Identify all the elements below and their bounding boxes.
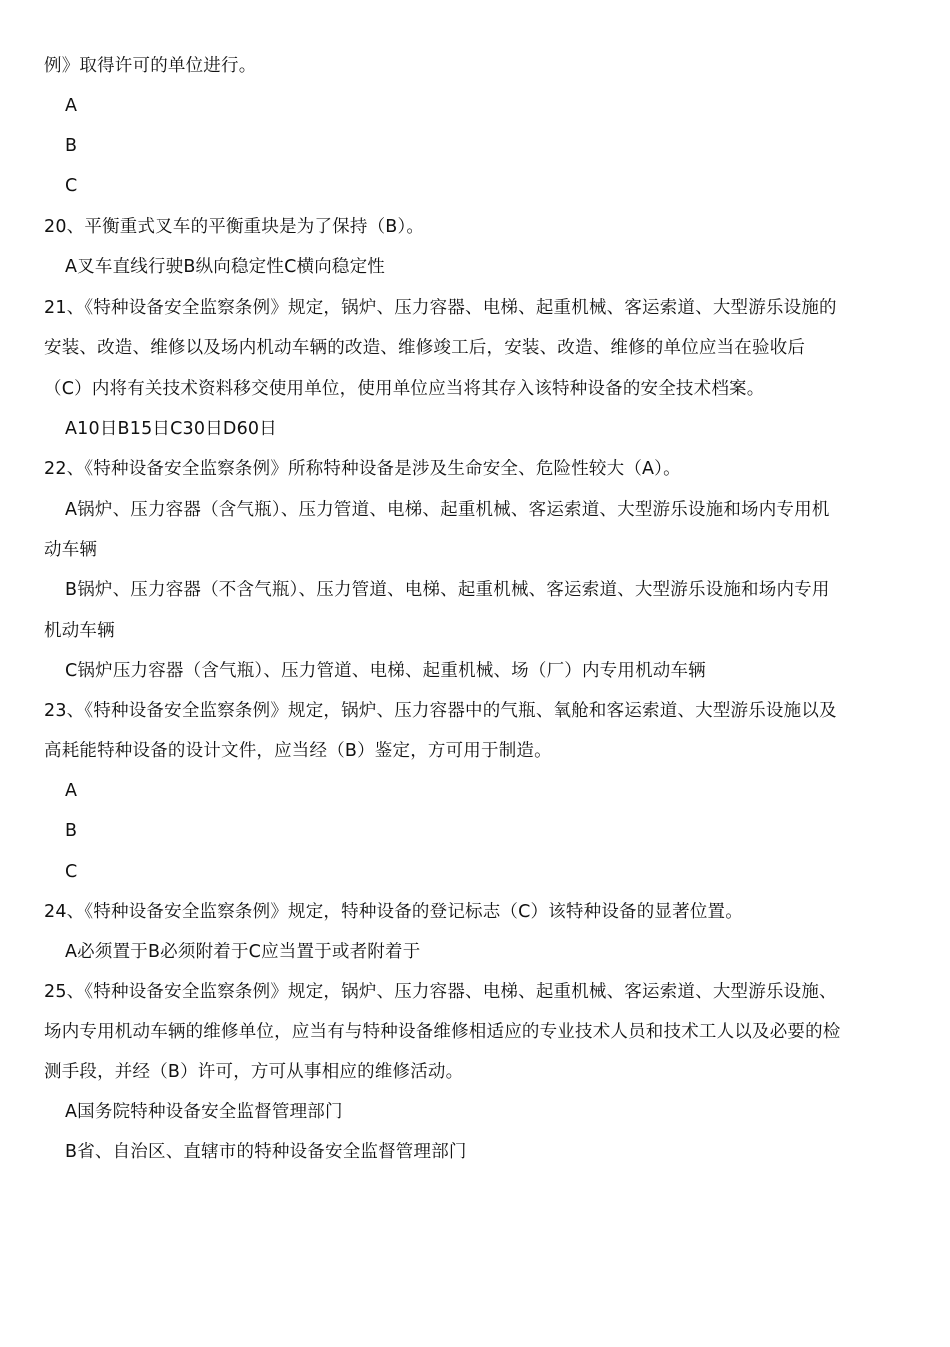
question-line: 20、平衡重式叉车的平衡重块是为了保持（B）。 — [44, 217, 425, 237]
option-line: A10日B15日C30日D60日 — [65, 419, 277, 439]
text-line: 机动车辆 — [44, 621, 115, 641]
text-line: 动车辆 — [44, 540, 98, 560]
text-line: 例》取得许可的单位进行。 — [44, 56, 257, 76]
question-line: 场内专用机动车辆的维修单位，应当有与特种设备维修相适应的专业技术人员和技术工人以及必要的检 — [44, 1022, 841, 1042]
option-line: A国务院特种设备安全监督管理部门 — [65, 1102, 343, 1122]
option-line: A锅炉、压力容器（含气瓶）、压力管道、电梯、起重机械、客运索道、大型游乐设施和场内专用机 — [65, 500, 830, 520]
option-line: B锅炉、压力容器（不含气瓶）、压力管道、电梯、起重机械、客运索道、大型游乐设施和场内专用 — [65, 580, 830, 600]
question-line: 25、《特种设备安全监察条例》规定，锅炉、压力容器、电梯、起重机械、客运索道、大型游乐设施、 — [44, 982, 837, 1002]
option-line: C — [65, 862, 78, 882]
option-line: A — [65, 781, 78, 801]
option-line: A必须置于B必须附着于C应当置于或者附着于 — [65, 942, 421, 962]
question-line: 23、《特种设备安全监察条例》规定，锅炉、压力容器中的气瓶、氧舱和客运索道、大型游乐设施以及 — [44, 701, 837, 721]
question-line: 高耗能特种设备的设计文件，应当经（B）鉴定，方可用于制造。 — [44, 741, 552, 761]
question-line: 24、《特种设备安全监察条例》规定，特种设备的登记标志（C）该特种设备的显著位置。 — [44, 902, 743, 922]
option-line: A叉车直线行驶B纵向稳定性C横向稳定性 — [65, 257, 385, 277]
question-line: 测手段，并经（B）许可，方可从事相应的维修活动。 — [44, 1062, 464, 1082]
question-line: （C）内将有关技术资料移交使用单位，使用单位应当将其存入该特种设备的安全技术档案。 — [44, 379, 765, 399]
option-line: B省、自治区、直辖市的特种设备安全监督管理部门 — [65, 1142, 467, 1162]
option-line: B — [65, 821, 78, 841]
option-line: C — [65, 176, 78, 196]
question-line: 安装、改造、维修以及场内机动车辆的改造、维修竣工后，安装、改造、维修的单位应当在验收后 — [44, 338, 806, 358]
option-line: B — [65, 136, 78, 156]
option-line: A — [65, 96, 78, 116]
option-line: C锅炉压力容器（含气瓶）、压力管道、电梯、起重机械、场（厂）内专用机动车辆 — [65, 661, 706, 681]
question-line: 21、《特种设备安全监察条例》规定，锅炉、压力容器、电梯、起重机械、客运索道、大型游乐设施的 — [44, 298, 837, 318]
question-line: 22、《特种设备安全监察条例》所称特种设备是涉及生命安全、危险性较大（A）。 — [44, 459, 681, 479]
